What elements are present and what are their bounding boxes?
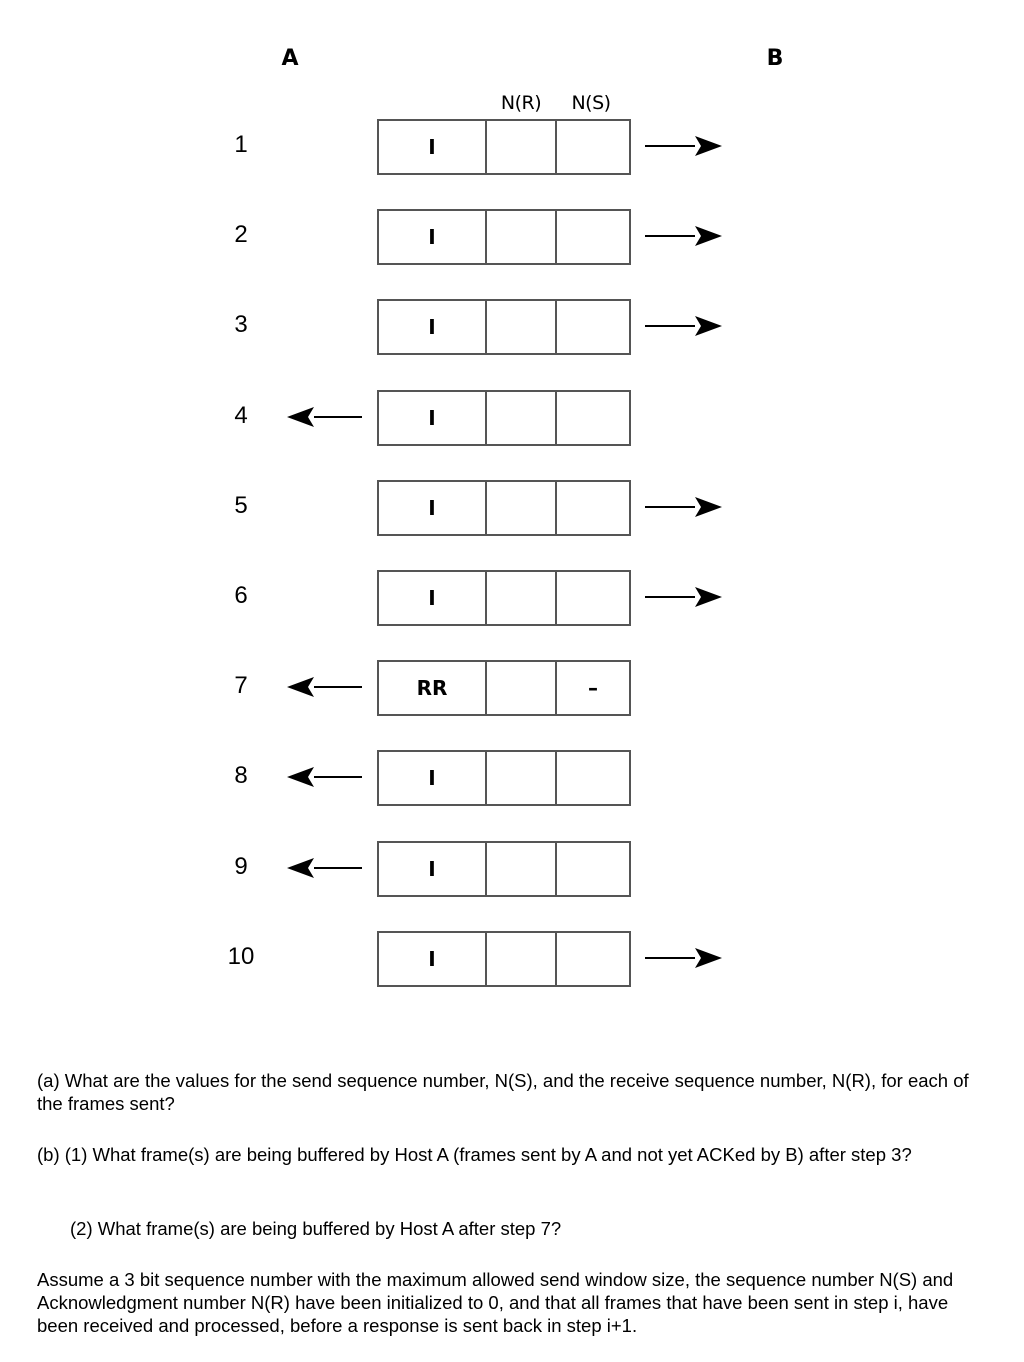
step-number: 6 (234, 582, 248, 609)
frame-ns-cell (557, 752, 629, 804)
step-number: 1 (234, 131, 248, 158)
step-row (0, 750, 1024, 806)
step-row (0, 299, 1024, 355)
frame-box (377, 119, 631, 175)
step-row (0, 209, 1024, 265)
frame-type-cell: I (379, 752, 487, 804)
question-b1: (b) (1) What frame(s) are being buffered by Host A (frames sent by A and not yet ACKed by B) after step 3? (37, 1144, 912, 1165)
question-b2: (2) What frame(s) are being buffered by Host A after step 7? (70, 1218, 562, 1239)
frame-box (377, 209, 631, 265)
step-number: 4 (234, 401, 248, 429)
frame-box (377, 931, 631, 987)
frame-type-cell: I (379, 392, 487, 444)
step-row (0, 480, 1024, 536)
step-number: 9 (234, 852, 248, 880)
frame-ns-cell (557, 121, 629, 173)
assumption-text: Assume a 3 bit sequence number with the maximum allowed send window size, the sequence number N(S) and Acknowledgment number N(R) have been initialized to 0, and that all frames that have been sent in step i, have been received and processed, before a response is sent back in step i+1. (37, 1269, 954, 1336)
column-header-nr: N(R) (500, 92, 542, 114)
frame-nr-cell (487, 752, 557, 804)
frame-nr-cell (487, 572, 557, 624)
step-number: 8 (234, 762, 248, 790)
step-number: 10 (227, 942, 255, 970)
step-number: 2 (234, 221, 248, 249)
frame-type-cell: I (379, 121, 487, 173)
frame-nr-cell (487, 392, 557, 444)
arrow-left-icon (284, 404, 364, 430)
step-row (0, 931, 1024, 987)
frame-ns-cell (557, 301, 629, 353)
frame-nr-cell (487, 121, 557, 173)
frame-type-cell: I (379, 482, 487, 534)
host-b-label: B (766, 46, 784, 71)
frame-box (377, 570, 631, 626)
arrow-right-icon (645, 584, 725, 610)
frame-ns-cell (557, 572, 629, 624)
arrow-left-icon (284, 855, 364, 881)
frame-ns-cell (557, 392, 629, 444)
frame-box (377, 299, 631, 355)
frame-type-cell: I (379, 211, 487, 263)
arrow-left-icon (284, 674, 364, 700)
frame-type-cell: RR (379, 662, 487, 714)
frame-ns-cell: – (588, 676, 598, 701)
frame-nr-cell (487, 301, 557, 353)
step-row (0, 841, 1024, 897)
frame-ns-cell (557, 211, 629, 263)
frame-nr-cell (487, 482, 557, 534)
arrow-right-icon (645, 223, 725, 249)
frame-nr-cell (487, 662, 557, 714)
frame-ns-cell (557, 933, 629, 985)
frame-type-cell: I (379, 572, 487, 624)
host-a-label: A (281, 46, 299, 71)
frame-nr-cell (487, 211, 557, 263)
frame-type-cell: I (379, 933, 487, 985)
arrow-right-icon (645, 494, 725, 520)
step-row (0, 119, 1024, 175)
question-a: (a) What are the values for the send sequence number, N(S), and the receive sequence number, N(R), for each of the frames sent? (37, 1070, 969, 1114)
arrow-right-icon (645, 945, 725, 971)
frame-ns-cell (557, 482, 629, 534)
step-number: 7 (234, 672, 248, 700)
frame-box (377, 390, 631, 446)
column-header-ns: N(S) (571, 92, 611, 114)
step-row (0, 570, 1024, 626)
frame-nr-cell (487, 843, 557, 895)
frame-ns-cell (557, 843, 629, 895)
step-row (0, 390, 1024, 446)
arrow-right-icon (645, 133, 725, 159)
step-number: 3 (234, 311, 248, 339)
step-number: 5 (234, 491, 248, 519)
frame-box (377, 660, 631, 716)
frame-type-cell: I (379, 301, 487, 353)
frame-box (377, 750, 631, 806)
frame-type-cell: I (379, 843, 487, 895)
arrow-left-icon (284, 764, 364, 790)
frame-box (377, 841, 631, 897)
arrow-right-icon (645, 313, 725, 339)
frame-nr-cell (487, 933, 557, 985)
frame-box (377, 480, 631, 536)
step-row (0, 660, 1024, 716)
